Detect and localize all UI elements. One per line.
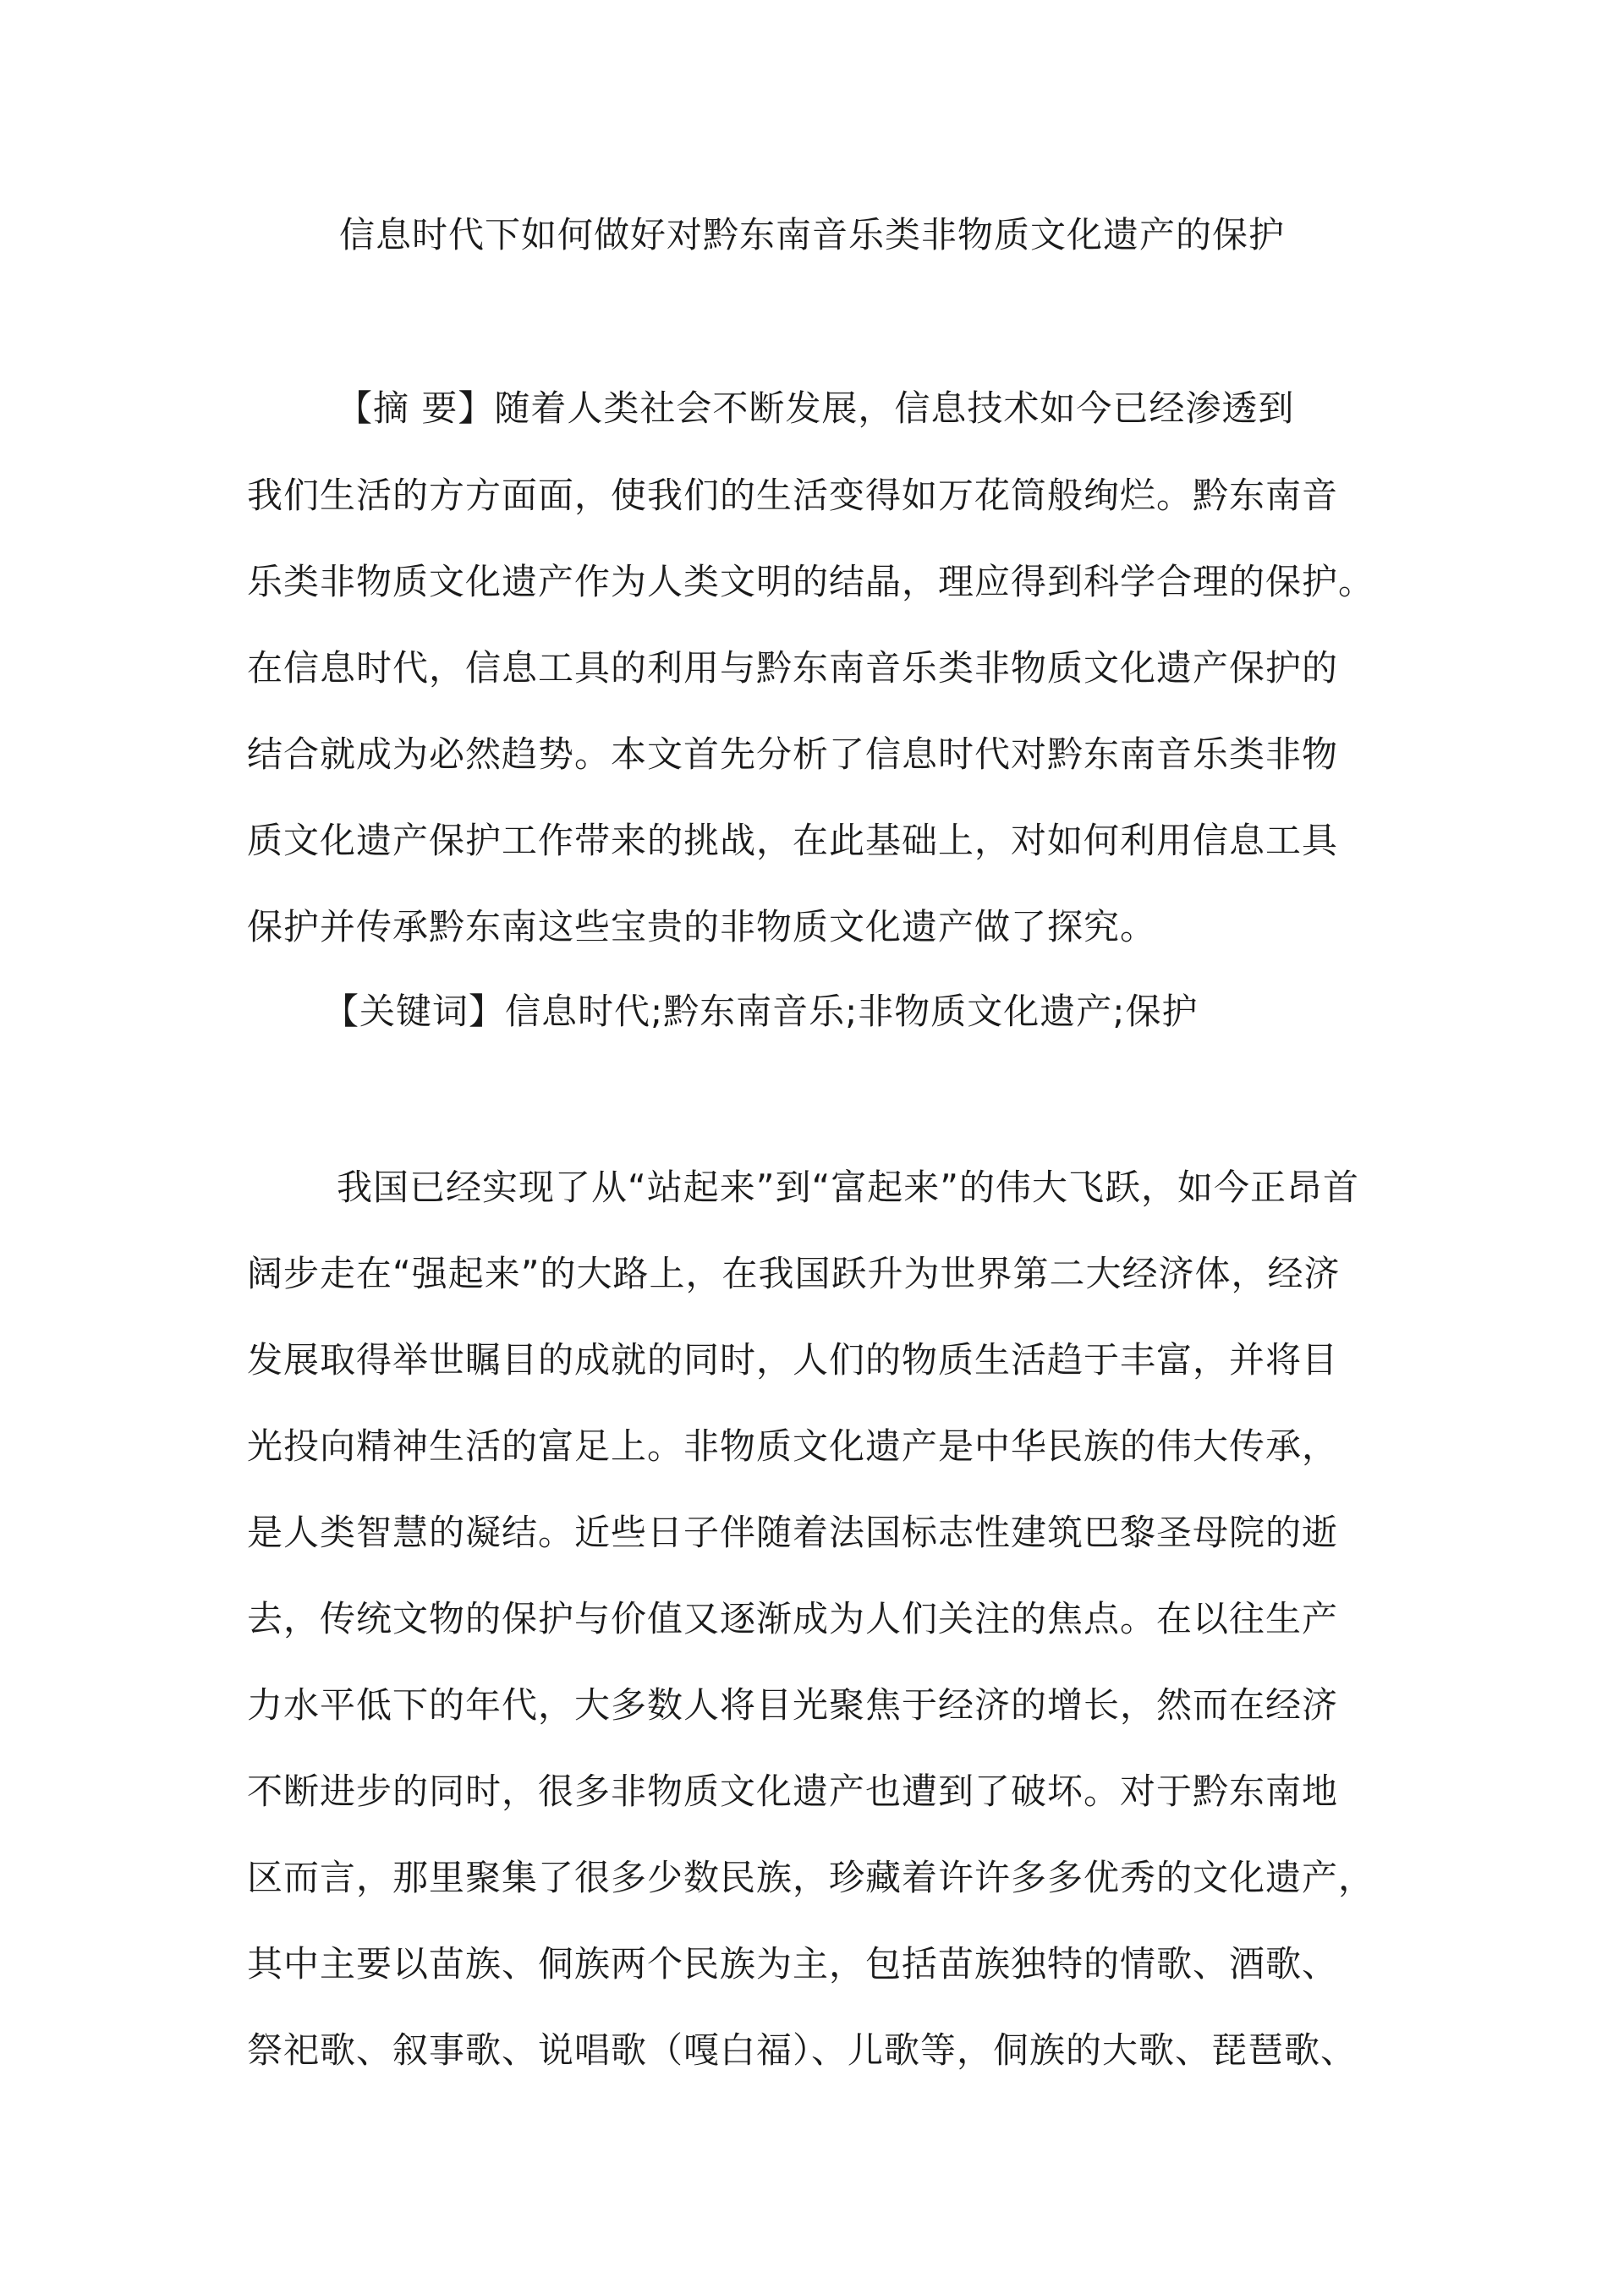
abstract-line-1: 【摘 要】随着人类社会不断发展，信息技术如今已经渗透到	[337, 387, 1295, 429]
abstract-line-3: 乐类非物质文化遗产作为人类文明的结晶，理应得到科学合理的保护。	[247, 561, 1375, 602]
body-line-11: 祭祀歌、叙事歌、说唱歌（嘎白福）、儿歌等，侗族的大歌、琵琶歌、	[247, 2029, 1358, 2071]
body-line-9: 区而言，那里聚集了很多少数民族，珍藏着许许多多优秀的文化遗产，	[247, 1857, 1375, 1898]
abstract-line-6: 质文化遗产保护工作带来的挑战，在此基础上，对如何利用信息工具	[247, 820, 1339, 861]
body-line-6: 去，传统文物的保护与价值又逐渐成为人们关注的焦点。在以往生产	[247, 1598, 1339, 1639]
body-line-3: 发展取得举世瞩目的成就的同时，人们的物质生活趋于丰富，并将目	[247, 1339, 1339, 1381]
abstract-line-5: 结合就成为必然趋势。本文首先分析了信息时代对黔东南音乐类非物	[247, 733, 1339, 775]
body-line-4: 光投向精神生活的富足上。非物质文化遗产是中华民族的伟大传承，	[247, 1425, 1339, 1467]
body-line-8: 不断进步的同时，很多非物质文化遗产也遭到了破坏。对于黔东南地	[247, 1771, 1339, 1812]
body-line-10: 其中主要以苗族、侗族两个民族为主，包括苗族独特的情歌、酒歌、	[247, 1943, 1339, 1985]
body-line-5: 是人类智慧的凝结。近些日子伴随着法国标志性建筑巴黎圣母院的逝	[247, 1512, 1339, 1553]
body-line-7: 力水平低下的年代，大多数人将目光聚焦于经济的增长，然而在经济	[247, 1684, 1339, 1726]
document-title: 信息时代下如何做好对黔东南音乐类非物质文化遗产的保护	[338, 214, 1285, 255]
body-line-2: 阔步走在“强起来”的大路上，在我国跃升为世界第二大经济体，经济	[247, 1253, 1341, 1294]
abstract-line-2: 我们生活的方方面面，使我们的生活变得如万花筒般绚烂。黔东南音	[247, 475, 1339, 516]
keywords-line: 【关键词】信息时代;黔东南音乐;非物质文化遗产;保护	[323, 991, 1199, 1032]
abstract-line-7: 保护并传承黔东南这些宝贵的非物质文化遗产做了探究。	[247, 906, 1157, 947]
body-line-1: 我国已经实现了从“站起来”到“富起来”的伟大飞跃，如今正昂首	[337, 1167, 1360, 1208]
abstract-line-4: 在信息时代，信息工具的利用与黔东南音乐类非物质文化遗产保护的	[247, 647, 1339, 689]
